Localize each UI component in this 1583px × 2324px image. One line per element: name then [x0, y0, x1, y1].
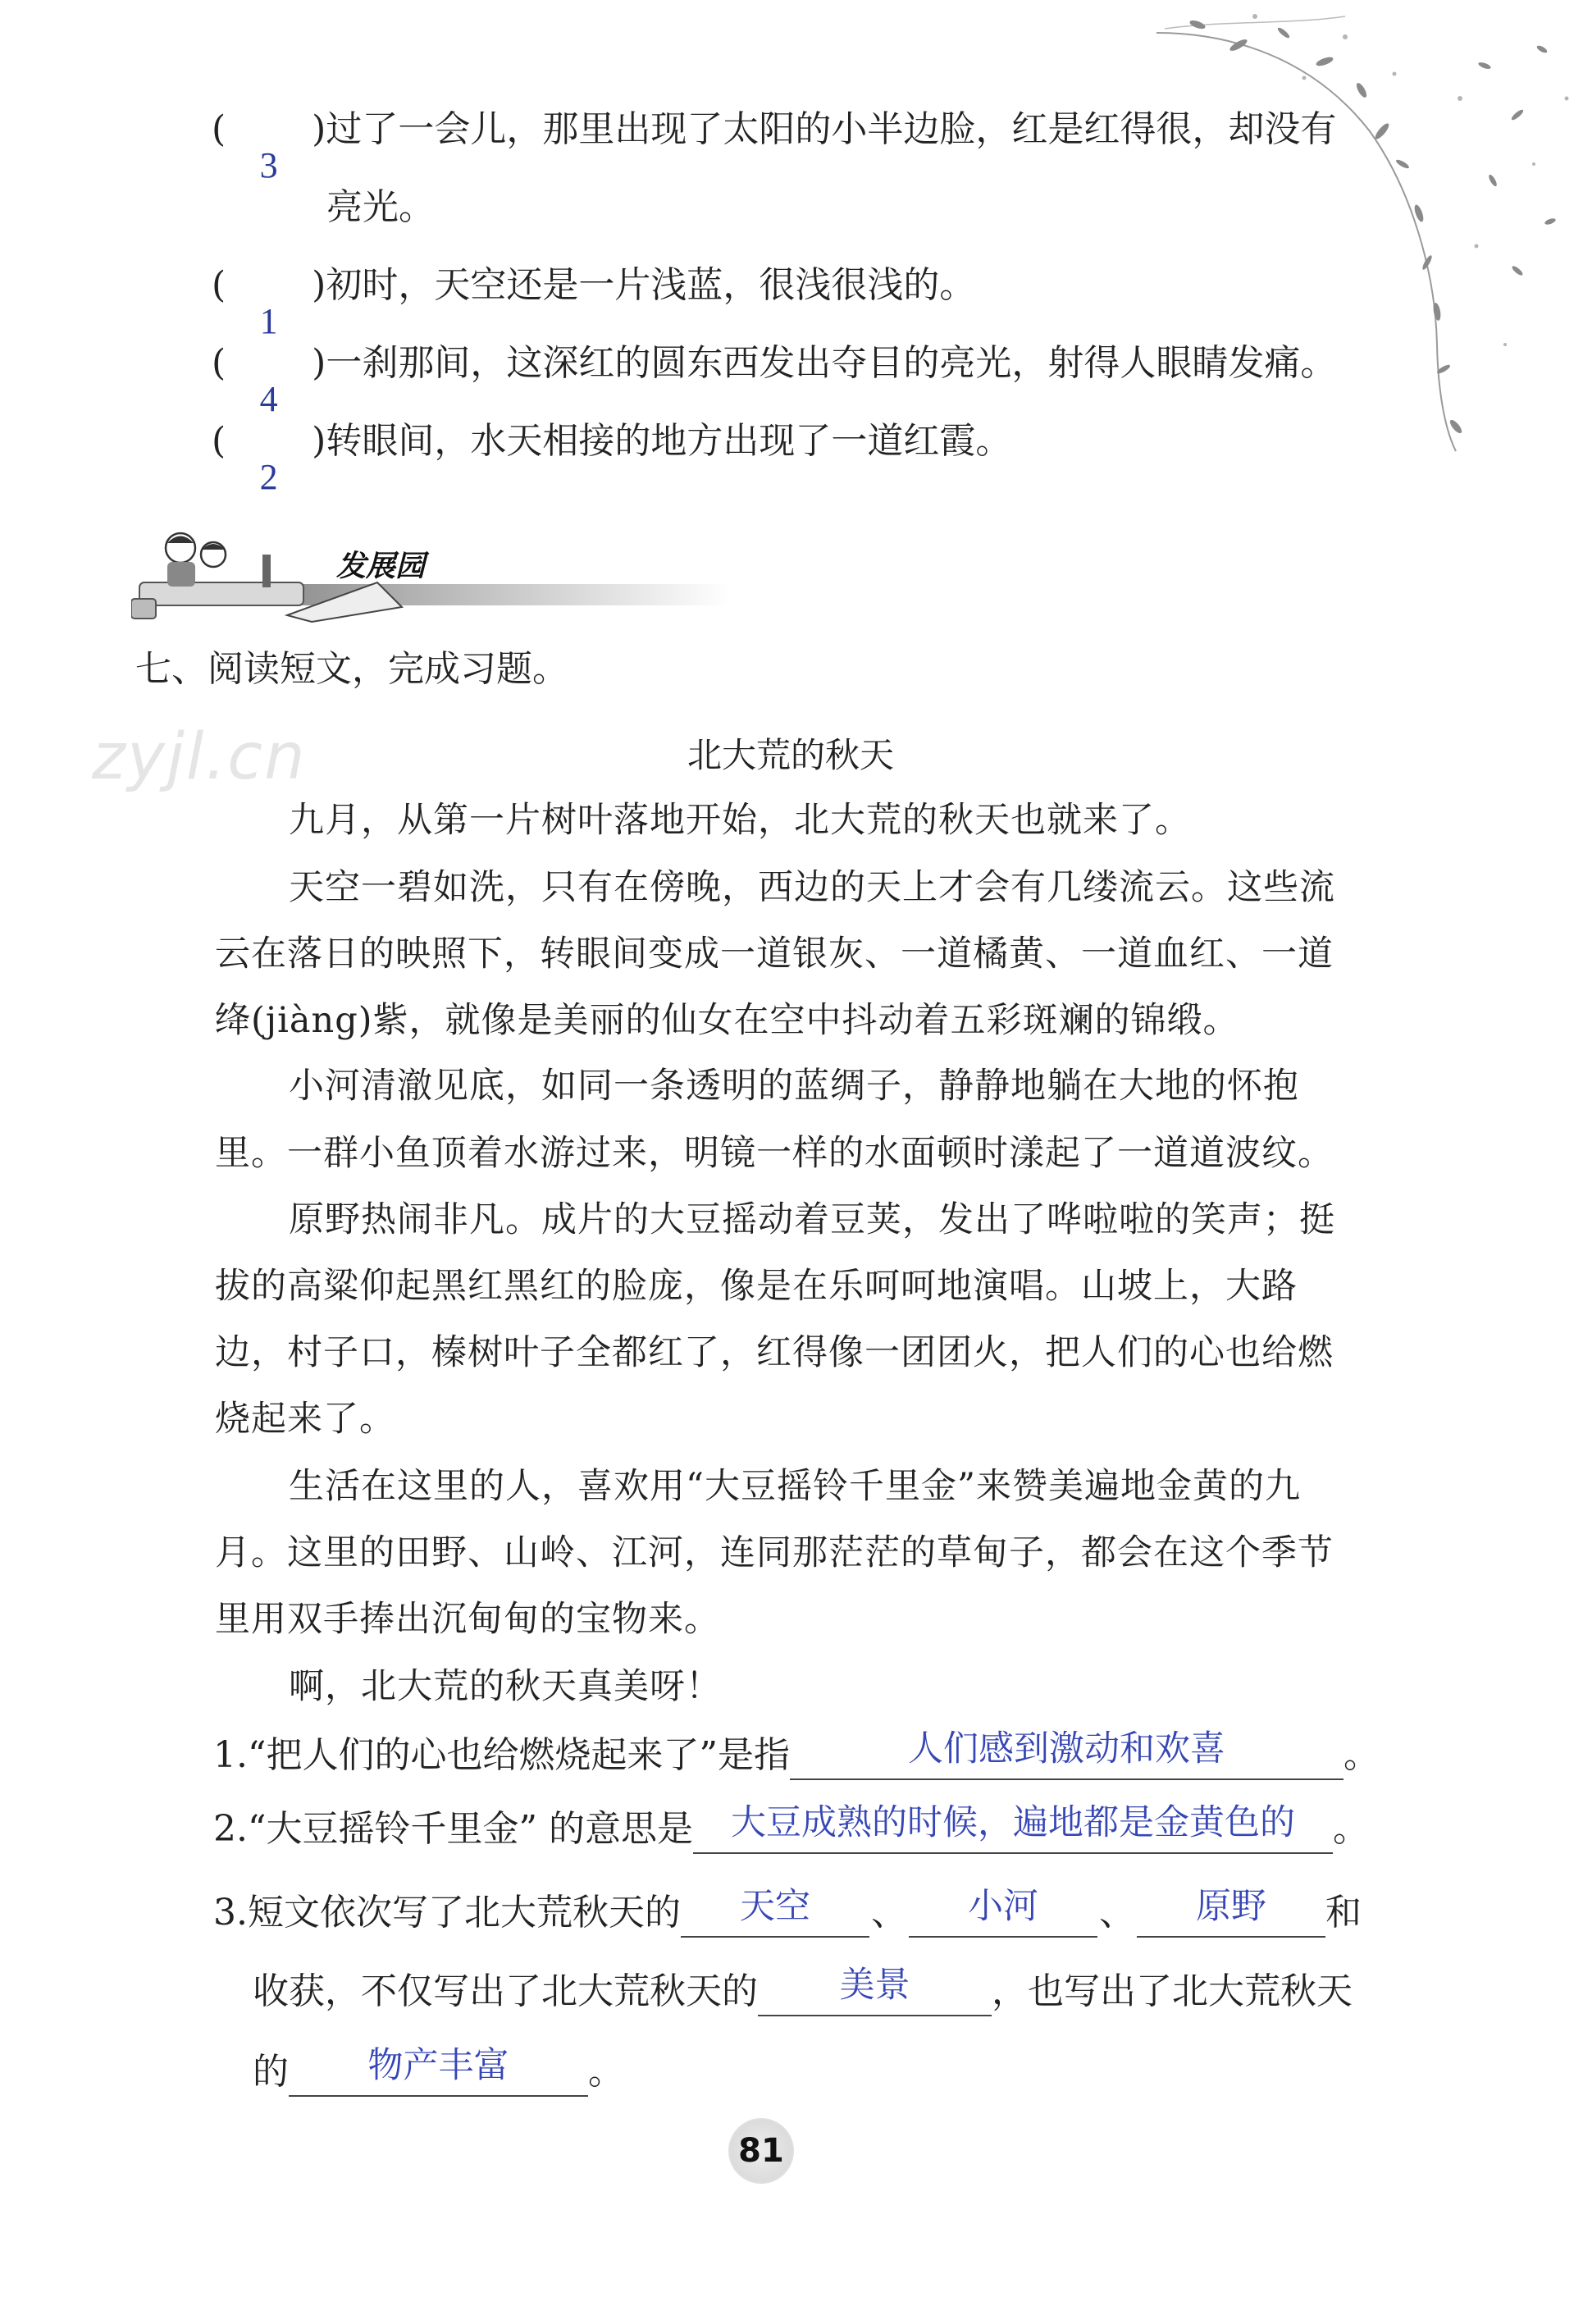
story-line: 边，村子口，榛树叶子全都红了，红得像一团团火，把人们的心也给燃 — [215, 1332, 1334, 1373]
q3-answer-2: 小河 — [967, 1886, 1038, 1927]
question-1 — [213, 1728, 1380, 1780]
q2-answer: 大豆成熟的时候，遍地都是金黄色的 — [730, 1802, 1295, 1843]
story-line: 啊，北大荒的秋天真美呀！ — [289, 1666, 722, 1707]
q3-prefix: 3.短文依次写了北大荒秋天的 — [213, 1892, 681, 1934]
story-line: 烧起来了。 — [215, 1399, 395, 1440]
story-line: 里。一群小鱼顶着水游过来，明镜一样的水面顿时漾起了一道道波纹。 — [215, 1133, 1334, 1174]
q3-answer-blank-1[interactable] — [681, 1886, 869, 1938]
q3-line3-suffix: 。 — [588, 2051, 624, 2093]
story-line: 小河清澈见底，如同一条透明的蓝绸子，静静地躺在大地的怀抱 — [289, 1066, 1299, 1107]
story-line: 绛(jiàng)紫，就像是美丽的仙女在空中抖动着五彩斑斓的锦缎。 — [215, 1000, 1239, 1041]
q3-answer-blank-2[interactable] — [909, 1886, 1097, 1938]
story-line: 天空一碧如洗，只有在傍晚，西边的天上才会有几缕流云。这些流 — [289, 867, 1335, 908]
order-text: )初时，天空还是一片浅蓝，很浅很浅的。 — [312, 264, 976, 306]
story-line: 里用双手捧出沉甸甸的宝物来。 — [215, 1599, 720, 1640]
q1-suffix: 。 — [1343, 1734, 1380, 1776]
q3-line2-suffix: ，也写出了北大荒秋天 — [992, 1970, 1353, 2012]
order-number: 2 — [259, 457, 278, 497]
q2-prefix: 2.“大豆摇铃千里金” 的意思是 — [213, 1808, 693, 1850]
order-number: 3 — [259, 145, 278, 185]
order-item: ( 3 )过了一会儿，那里出现了太阳的小半边脸，红是红得很，却没有 — [212, 105, 1336, 154]
story-line: 拔的高粱仰起黑红黑红的脸庞，像是在乐呵呵地演唱。山坡上，大路 — [215, 1266, 1298, 1307]
q3-answer-1: 天空 — [739, 1886, 810, 1927]
q2-answer-blank[interactable] — [693, 1802, 1333, 1854]
q3-answer-blank-3[interactable] — [1137, 1886, 1325, 1938]
q3-answer-blank-4[interactable] — [758, 1965, 992, 2016]
page-number — [728, 2118, 794, 2184]
question-2 — [213, 1802, 1369, 1854]
order-number: 4 — [259, 379, 278, 419]
order-item: ( 2 )转眼间，水天相接的地方出现了一道红霞。 — [212, 417, 1011, 466]
order-item-continuation — [326, 183, 435, 232]
order-text: )一刹那间，这深红的圆东西发出夺目的亮光，射得人眼睛发痛。 — [312, 342, 1337, 384]
watermark: zyjl.cn — [92, 720, 307, 794]
q3-answer-blank-5[interactable] — [289, 2045, 588, 2097]
story-title: 北大荒的秋天 — [687, 735, 895, 775]
q3-sep-2: 、 — [1098, 1892, 1135, 1934]
leaves-decoration — [1132, 0, 1583, 459]
q1-prefix: 1.“把人们的心也给燃烧起来了”是指 — [213, 1734, 790, 1776]
story-line: 九月，从第一片树叶落地开始，北大荒的秋天也就来了。 — [289, 800, 1191, 841]
story-line: 月。这里的田野、山岭、江河，连同那茫茫的草甸子，都会在这个季节 — [215, 1532, 1334, 1573]
q3-sep-1: 、 — [870, 1892, 907, 1934]
q2-suffix: 。 — [1332, 1808, 1369, 1850]
story-line: 云在落日的映照下，转眼间变成一道银灰、一道橘黄、一道血红、一道 — [215, 934, 1334, 975]
story-line: 原野热闹非凡。成片的大豆摇动着豆荚，发出了哗啦啦的笑声；挺 — [289, 1199, 1335, 1240]
order-text-cont: 亮光。 — [326, 186, 435, 228]
story-line: 生活在这里的人，喜欢用“大豆摇铃千里金”来赞美遍地金黄的九 — [289, 1466, 1301, 1507]
banner-title: 发展园 — [336, 550, 426, 583]
order-number: 1 — [259, 301, 278, 341]
q3-tail: 和 — [1325, 1892, 1362, 1934]
section-heading: 七、阅读短文，完成习题。 — [135, 648, 568, 690]
q3-line3-prefix: 的 — [253, 2051, 289, 2093]
order-text: )转眼间，水天相接的地方出现了一道红霞。 — [312, 420, 1012, 462]
q3-answer-5: 物产丰富 — [367, 2045, 509, 2086]
order-text: )过了一会儿，那里出现了太阳的小半边脸，红是红得很，却没有 — [312, 108, 1337, 150]
question-3-line-2 — [253, 1967, 1353, 2016]
question-3-line-3 — [253, 2045, 624, 2097]
question-3 — [213, 1888, 1362, 1938]
order-item: ( 1 )初时，天空还是一片浅蓝，很浅很浅的。 — [212, 261, 975, 310]
section-banner — [131, 525, 738, 623]
q3-line2-prefix: 收获，不仅写出了北大荒秋天的 — [253, 1970, 758, 2012]
q1-answer: 人们感到激动和欢喜 — [907, 1728, 1225, 1769]
q3-answer-3: 原野 — [1195, 1886, 1266, 1927]
q3-answer-4: 美景 — [839, 1965, 910, 2006]
order-item: ( 4 )一刹那间，这深红的圆东西发出夺目的亮光，射得人眼睛发痛。 — [212, 339, 1336, 388]
q1-answer-blank[interactable] — [790, 1728, 1343, 1780]
page-number-text: 81 — [738, 2132, 784, 2170]
